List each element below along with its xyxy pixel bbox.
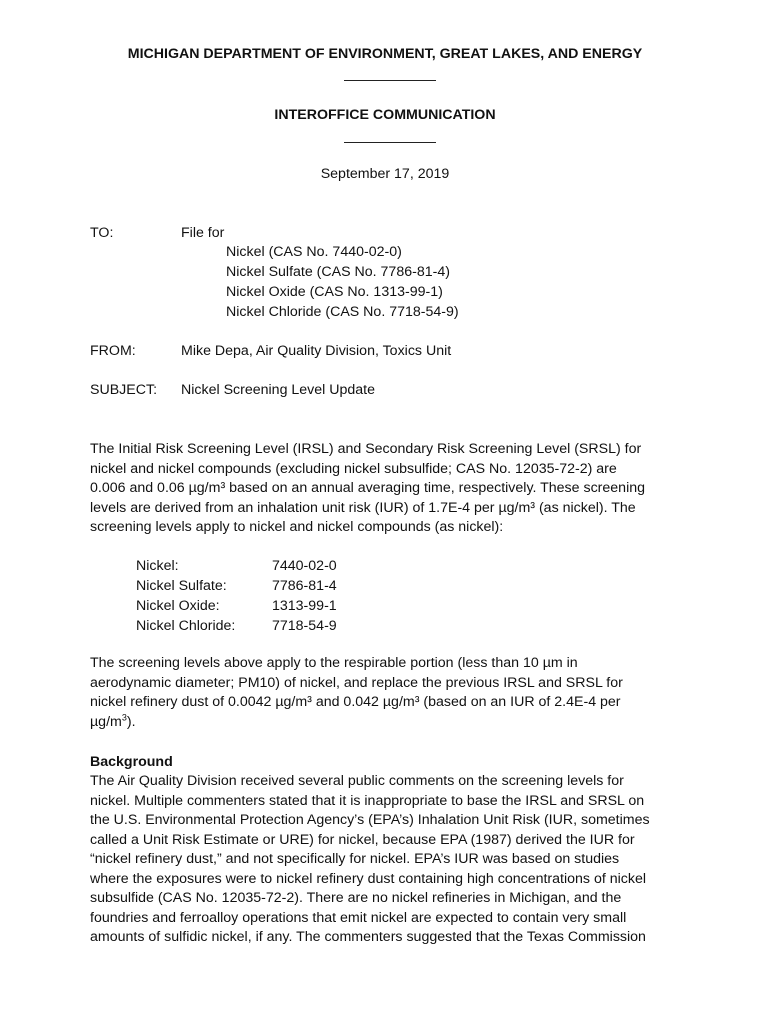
header-divider-top [344, 80, 436, 81]
compound-name: Nickel Sulfate: [136, 578, 227, 594]
to-item: Nickel Sulfate (CAS No. 7786-81-4) [226, 264, 450, 280]
unit-text: µg/m [90, 713, 122, 730]
unit-superscript: 3 [121, 711, 127, 722]
paragraph-line: “nickel refinery dust,” and not specifically for nickel. EPA’s IUR was based on studies [90, 851, 620, 867]
compound-row [136, 616, 337, 636]
paragraph-line: nickel. Multiple commenters stated that it is inappropriate to base the IRSL and SRSL on [90, 792, 645, 809]
paragraph-line: The Initial Risk Screening Level (IRSL) and Secondary Risk Screening Level (SRSL) for [90, 441, 642, 457]
to-label: TO: [90, 225, 114, 241]
compound-cas: 7718-54-9 [272, 618, 337, 634]
paragraph-line: The Air Quality Division received several public comments on the screening levels for [90, 773, 624, 789]
compound-cas: 7786-81-4 [272, 578, 337, 594]
paragraph-line: nickel refinery dust of 0.0042 µg/m³ and 0.042 µg/m³ (based on an IUR of 2.4E-4 per [90, 694, 621, 710]
respirable-paragraph [90, 654, 700, 732]
header-divider-bottom [344, 142, 436, 143]
compound-name: Nickel Chloride: [136, 618, 236, 634]
from-value: Mike Depa, Air Quality Division, Toxics Unit [181, 343, 452, 359]
subject-label: SUBJECT: [90, 382, 158, 398]
paragraph-line: foundries and ferroalloy operations that emit nickel are expected to contain very small [90, 909, 627, 926]
paragraph-line: levels are derived from an inhalation unit risk (IUR) of 1.7E-4 per µg/m³ (as nickel). The [90, 499, 636, 516]
intro-paragraph [90, 440, 700, 538]
compound-name: Nickel Oxide: [136, 598, 220, 614]
paragraph-line: aerodynamic diameter; PM10) of nickel, and replace the previous IRSL and SRSL for [90, 674, 623, 691]
to-item: Nickel (CAS No. 7440-02-0) [226, 244, 402, 260]
to-value: File for [181, 225, 225, 241]
paragraph-line: where the exposures were to nickel refinery dust containing high concentrations of nickel [90, 870, 646, 887]
paragraph-line: the U.S. Environmental Protection Agency’s (EPA’s) Inhalation Unit Risk (IUR, sometimes [90, 812, 650, 828]
subject-value: Nickel Screening Level Update [181, 382, 376, 398]
memo-type-title: INTEROFFICE COMMUNICATION [274, 107, 496, 123]
memo-date: September 17, 2019 [320, 166, 450, 182]
paragraph-line: nickel and nickel compounds (excluding nickel subsulfide; CAS No. 12035-72-2) are [90, 460, 617, 477]
background-heading: Background [90, 754, 173, 770]
paragraph-line [90, 713, 700, 733]
agency-title: MICHIGAN DEPARTMENT OF ENVIRONMENT, GREAT LAKES, AND ENERGY [127, 46, 643, 62]
closing-text: ). [126, 713, 136, 730]
paragraph-line: screening levels apply to nickel and nickel compounds (as nickel): [90, 519, 504, 535]
compound-row [136, 596, 337, 616]
from-label: FROM: [90, 343, 136, 359]
compound-row [136, 576, 337, 596]
to-item: Nickel Oxide (CAS No. 1313-99-1) [226, 284, 443, 300]
compound-name: Nickel: [136, 558, 179, 574]
paragraph-line: amounts of sulfidic nickel, if any. The commenters suggested that the Texas Commission [90, 929, 646, 945]
compound-cas-table [136, 556, 337, 636]
paragraph-line: 0.006 and 0.06 µg/m³ based on an annual averaging time, respectively. These screening [90, 480, 646, 496]
compound-row [136, 556, 337, 576]
paragraph-line: The screening levels above apply to the respirable portion (less than 10 µm in [90, 655, 578, 671]
compound-cas: 1313-99-1 [272, 598, 337, 614]
paragraph-line: called a Unit Risk Estimate or URE) for nickel, because EPA (1987) derived the IUR for [90, 831, 635, 848]
background-paragraph [90, 772, 700, 948]
to-item: Nickel Chloride (CAS No. 7718-54-9) [226, 304, 459, 320]
compound-cas: 7440-02-0 [272, 558, 337, 574]
paragraph-line: subsulfide (CAS No. 12035-72-2). There are no nickel refineries in Michigan, and the [90, 890, 622, 906]
